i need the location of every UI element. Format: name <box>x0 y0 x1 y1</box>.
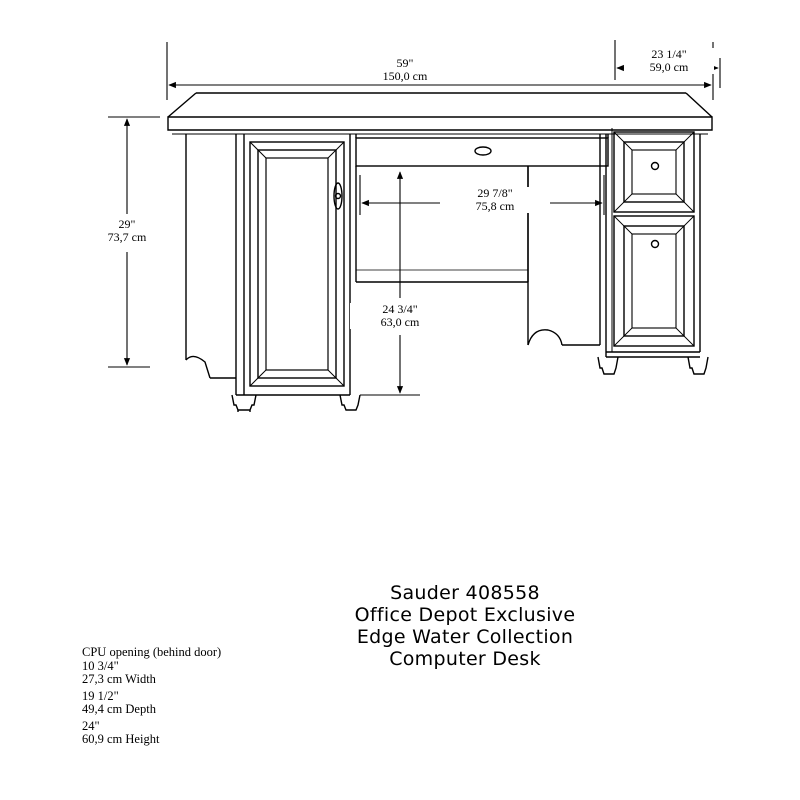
right-feet <box>598 357 708 374</box>
back-panel <box>356 166 528 282</box>
title-line-3: Edge Water Collection <box>356 626 574 648</box>
knee-height-label <box>350 303 450 329</box>
right-file-drawer <box>614 216 694 346</box>
cpu-height-metric: 60,9 cm Height <box>82 732 160 746</box>
center-drawer <box>356 134 608 166</box>
knee-width-metric: 75,8 cm <box>475 199 515 213</box>
depth-metric: 59,0 cm <box>649 60 689 74</box>
left-pedestal <box>186 134 350 395</box>
width-label <box>360 57 450 83</box>
cpu-width-metric: 27,3 cm Width <box>82 672 156 686</box>
knee-height-imperial: 24 3/4" <box>382 302 418 316</box>
product-title <box>300 582 630 670</box>
left-feet <box>232 395 360 412</box>
depth-label <box>624 48 714 74</box>
height-imperial: 29" <box>118 217 136 231</box>
depth-imperial: 23 1/4" <box>651 47 687 61</box>
cpu-depth-imperial: 19 1/2" <box>82 688 119 703</box>
desk-top <box>168 93 712 134</box>
width-imperial: 59" <box>396 56 414 70</box>
width-metric: 150,0 cm <box>382 69 428 83</box>
door-knob-icon <box>334 183 342 209</box>
knee-height-dimension-line <box>360 172 420 395</box>
cpu-depth-metric: 49,4 cm Depth <box>82 702 156 716</box>
title-line-2: Office Depot Exclusive <box>354 604 576 626</box>
height-metric: 73,7 cm <box>107 230 147 244</box>
title-line-4: Computer Desk <box>389 648 541 670</box>
cpu-height-imperial: 24" <box>82 718 100 733</box>
knee-height-metric: 63,0 cm <box>380 315 420 329</box>
left-door <box>250 142 344 386</box>
knee-width-imperial: 29 7/8" <box>477 186 513 200</box>
cpu-opening-notes <box>82 646 221 747</box>
cpu-width-imperial: 10 3/4" <box>82 658 119 673</box>
knee-width-label <box>440 187 550 213</box>
height-label <box>72 218 182 244</box>
cpu-heading: CPU opening (behind door) <box>82 645 222 659</box>
right-drawer <box>614 132 694 212</box>
title-line-1: Sauder 408558 <box>390 582 540 604</box>
